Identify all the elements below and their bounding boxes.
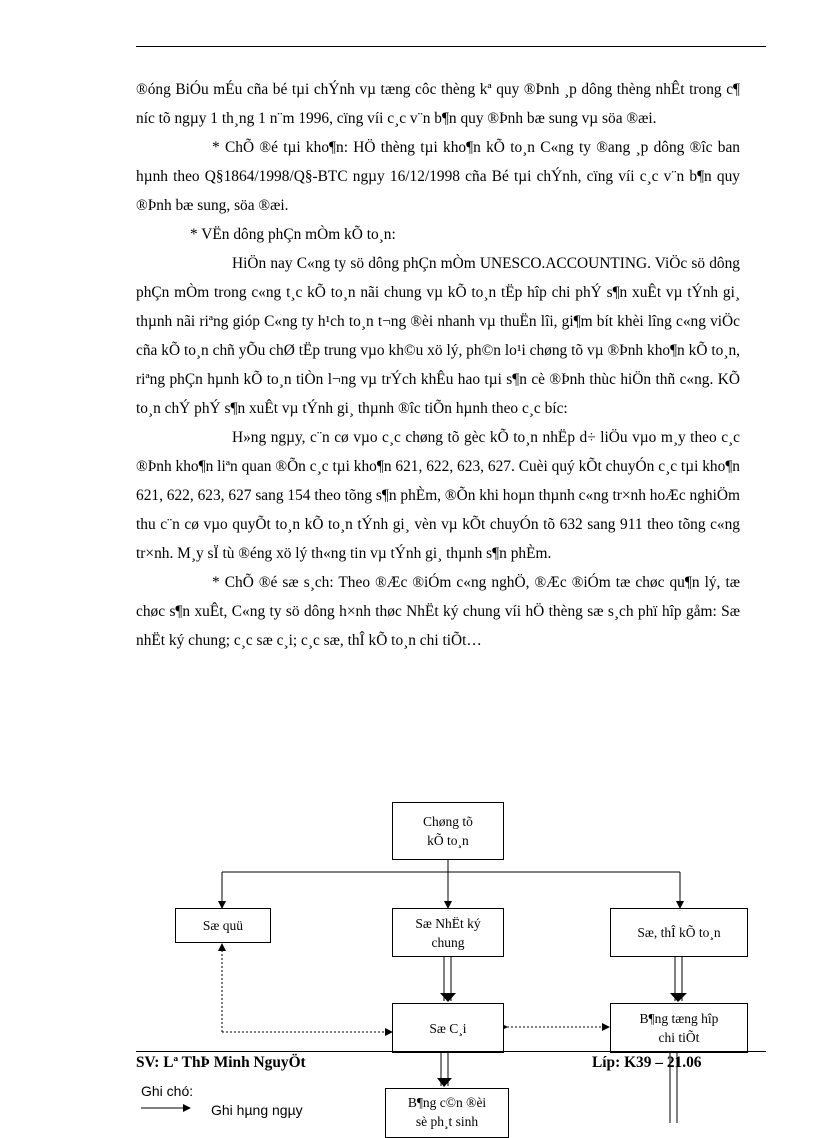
node-label: Chøng tõ — [423, 814, 473, 829]
node-label: chi tiÕt — [658, 1030, 700, 1045]
node-bang-can-doi — [385, 1088, 509, 1138]
node-label: Sæ C¸i — [429, 1020, 467, 1036]
footer-class: Líp: K39 – 21.06 — [592, 1054, 702, 1071]
node-label: Sæ NhËt ký — [415, 915, 481, 931]
node-label: sè ph¸t sinh — [415, 1114, 479, 1129]
paragraph: HiÖn nay C«ng ty sö dông phÇn mÒm UNESCO.ACCOUNTING. ViÖc sö dông phÇn mÒm trong c«ng t¸c kÕ to¸n nãi chung vµ kÕ to¸n tËp hîp chi phÝ s¶n xuÊt vµ tÝnh gi¸ thµnh nãi riªng gióp C«ng ty h¹ch to¸n t¬ng ®èi nhanh vµ thuËn lîi, gi¶m bít khèi lîng c«ng viÖc cña kÕ to¸n chñ yÕu chØ tËp trung vµo kh©u xö lý, ph©n lo¹i chøng tõ vµ ®Þnh kho¶n kÕ to¸n, riªng phÇn hµnh kÕ to¸n tiÒn l¬ng vµ trÝch khÊu hao tµi s¶n cè ®Þnh thùc hiÖn thñ c«ng. KÕ to¸n chÝ phÝ s¶n xuÊt vµ tÝnh gi¸ thµnh ®îc tiÕn hµnh theo c¸c bíc: — [136, 255, 740, 417]
arrowhead — [670, 993, 687, 1002]
node-label: chung — [431, 934, 465, 950]
footer-student: SV: Lª ThÞ Minh NguyÖt — [136, 1054, 306, 1071]
node-bang-tong-hop — [610, 1003, 748, 1053]
paragraph: * ChÕ ®é tµi kho¶n: HÖ thèng tµi kho¶n kÕ to¸n C«ng ty ®ang ¸p dông ®îc ban hµnh theo Q§1864/1998/Q§-BTC ngµy 16/12/1998 cña Bé tµi chÝnh, cïng víi c¸c v¨n b¶n quy ®Þnh bæ sung, söa ®æi. — [136, 139, 740, 214]
node-chung-tu — [392, 802, 504, 860]
node-label: B¶ng tæng hîp — [639, 1011, 719, 1026]
paragraph: ®óng BiÓu mÉu cña bé tµi chÝnh vµ tæng côc thèng kª quy ®Þnh ¸p dông thèng nhÊt trong c¶ níc tõ ngµy 1 th¸ng 1 n¨m 1996, cïng víi c¸c v¨n b¶n quy ®Þnh bæ sung vµ söa ®æi. — [136, 81, 740, 127]
paragraph: * VËn dông phÇn mÒm kÕ to¸n: — [190, 226, 396, 243]
legend-daily-label: Ghi hµng ngµy — [211, 1102, 303, 1118]
legend-title: Ghi chó: — [141, 1083, 194, 1099]
arrowhead — [440, 993, 456, 1002]
node-so-quy — [175, 908, 271, 943]
node-so-nhat-ky — [392, 908, 504, 957]
arrowhead — [437, 1078, 452, 1087]
paragraph: H»ng ngµy, c¨n cø vµo c¸c chøng tõ gèc kÕ to¸n nhËp d÷ liÖu vµo m¸y theo c¸c ®Þnh kho¶n liªn quan ®Õn c¸c tµi kho¶n 621, 622, 623, 627. Cuèi quý kÕt chuyÓn c¸c tµi kho¶n 621, 622, 623, 627 sang 154 theo tõng s¶n phÈm, ®Õn khi hoµn thµnh c«ng tr×nh hoÆc nghiÖm thu c¨n cø vµo quyÕt to¸n kÕ to¸n tÝnh gi¸ vèn vµ kÕt chuyÓn tõ 632 sang 911 theo tõng c«ng tr×nh. M¸y sÏ tù ®éng xö lý th«ng tin vµ tÝnh gi¸ thµnh s¶n phÈm. — [136, 429, 740, 562]
node-so-the — [610, 908, 748, 957]
node-label: Sæ, thÎ kÕ to¸n — [637, 925, 721, 940]
node-so-cai — [392, 1003, 504, 1053]
node-label: Sæ quü — [202, 918, 244, 933]
footer-rule — [136, 1051, 766, 1052]
node-label: B¶ng c©n ®èi — [407, 1095, 487, 1110]
paragraph: * ChÕ ®é sæ s¸ch: Theo ®Æc ®iÓm c«ng nghÖ, ®Æc ®iÓm tæ chøc qu¶n lý, tæ chøc s¶n xuÊt, C«ng ty sö dông h×nh thøc NhËt ký chung víi hÖ thèng sæ s¸ch phï hîp gåm: Sæ nhËt ký chung; c¸c sæ c¸i; c¸c sæ, thÎ kÕ to¸n chi tiÕt… — [136, 574, 740, 649]
node-label: kÕ to¸n — [427, 833, 469, 848]
